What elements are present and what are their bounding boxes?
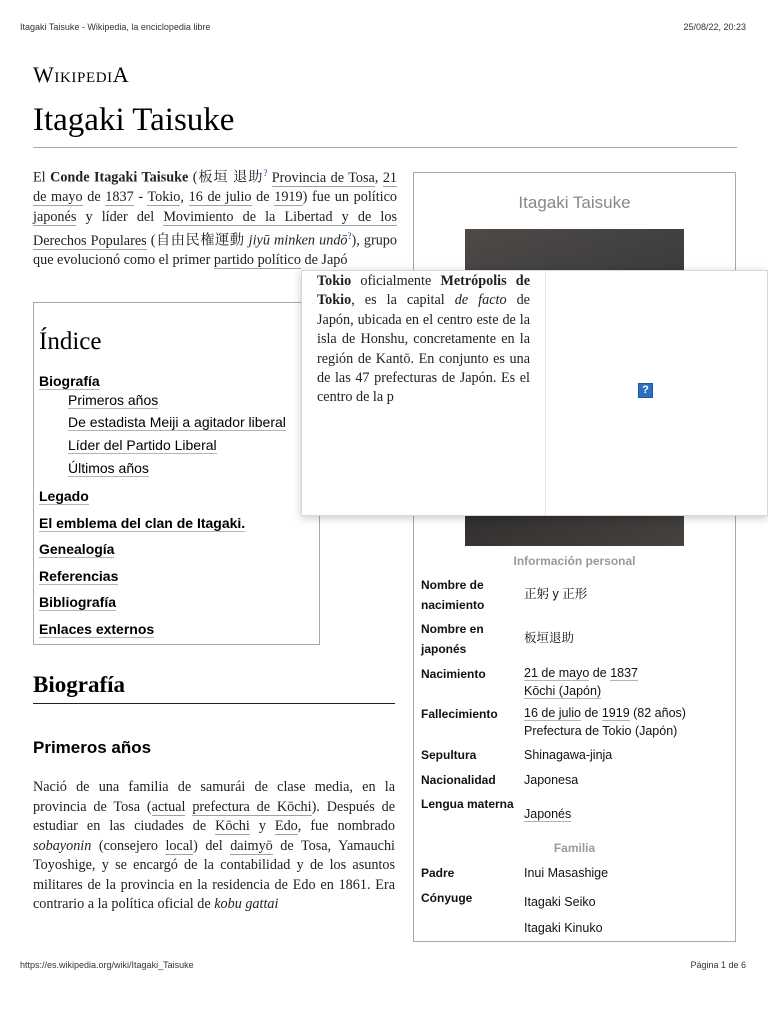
link-21-mayo-infobox[interactable]: 21 de mayo [524,666,590,680]
toc-item-legado[interactable]: Legado [39,488,89,504]
print-header [20,22,746,36]
toc-item-lider-partido[interactable]: Líder del Partido Liberal [68,437,217,453]
infobox-row-nacimiento: Nacimiento 21 de mayo de 1837 Kōchi (Japón) [421,666,638,698]
lead-paragraph: El Conde Itagaki Taisuke (板垣 退助? Provincia de Tosa, 21 de mayo de 1837 - Tokio, 16 de julio de 1919) fue un político japonés y líder del Movimiento de la Libertad y de los Derechos Populares (自由民権運動 jiyū minken undō?), grupo que evolucionó como el primer partido político de Japó [33,168,398,269]
link-16-julio[interactable]: 16 de julio [188,189,252,206]
infobox-section-personal: Información personal [513,554,636,568]
link-provincia-tosa[interactable]: Provincia de Tosa [271,169,375,186]
link-prefectura-tokio[interactable]: Prefectura de Tokio (Japón) [524,724,678,738]
popup-extract: Tokio oficialmente Metrópolis de Tokio, es la capital de facto de Japón, ubicada en el centro este de la isla de Honshu, concretamente en la región de Kantō. En conjunto es una de las 47 prefecturas de Japón. Es el centro de la p [317,273,530,406]
infobox-row-nombre-nacimiento: Nombre de nacimiento 正躬 y 正形 [421,578,588,612]
page-preview-popup[interactable] [301,270,768,516]
help-icon[interactable]: ? [263,168,268,178]
infobox-row-lengua-materna: Lengua materna Japonés [421,797,572,821]
biografia-paragraph: Nació de una familia de samurái de clase media, en la provincia de Tosa (actual prefectura de Kōchi). Después de estudiar en las ciudades de Kōchi y Edo, fue nombrado sobayonin (consejero local) del daimyō de Tosa, Yamauchi Toyoshige, y se encargó de la contabilidad y de los asuntos militares de la provincia en la residencia de Edo en 1861. Era contrario a la política oficial de kobu gattai [33,779,396,912]
table-of-contents [33,302,320,645]
infobox-section-familia: Familia [553,841,596,855]
infobox-row-sepultura: Sepultura Shinagawa-jinja [421,745,731,767]
infobox-title: Itagaki Taisuke [518,193,631,212]
toc-item-referencias[interactable]: Referencias [39,568,119,584]
link-tokio[interactable]: Tokio [147,189,181,206]
toc-item-ultimos-anos[interactable]: Últimos años [68,460,149,476]
section-heading-biografia: Biografía [33,672,125,697]
link-shinagawa-jinja[interactable]: Shinagawa-jinja [524,748,613,762]
infobox-row-fallecimiento: Fallecimiento 16 de julio de 1919 (82 años) Prefectura de Tokio (Japón) [421,706,686,738]
link-kochi-infobox[interactable]: Kōchi (Japón) [524,684,602,698]
subsection-heading-primeros-anos: Primeros años [33,738,152,757]
link-partido-politico[interactable]: partido político [213,252,301,269]
toc-title: Índice [39,328,102,355]
print-page-title: Itagaki Taisuke - Wikipedia, la enciclopedia libre [20,22,211,32]
section-divider [33,703,395,704]
toc-item-primeros-anos[interactable]: Primeros años [68,392,159,408]
print-date: 25/08/22, 20:23 [683,22,746,32]
link-1919-infobox[interactable]: 1919 [601,706,630,720]
link-1919[interactable]: 1919 [274,189,303,206]
page-title: Itagaki Taisuke [33,102,235,138]
toc-item-genealogia[interactable]: Genealogía [39,541,115,557]
link-local[interactable]: local [165,837,194,854]
print-url: https://es.wikipedia.org/wiki/Itagaki_Taisuke [20,960,194,970]
infobox-row-nacionalidad: Nacionalidad Japonesa [421,773,579,787]
print-page-number: Página 1 de 6 [690,960,746,970]
popup-fade [317,427,530,457]
missing-image-icon: ? [638,383,653,398]
lead-bold-name: Conde Itagaki Taisuke [50,169,189,186]
link-actual[interactable]: actual [151,798,186,815]
help-icon[interactable]: ? [347,230,352,241]
toc-item-emblema[interactable]: El emblema del clan de Itagaki. [39,515,246,531]
infobox-row-nombre-japones: Nombre en japonés 板垣退助 [421,622,575,656]
link-japones[interactable]: japonés [33,208,77,225]
link-1837[interactable]: 1837 [105,189,134,206]
link-kochi[interactable]: Kōchi [215,818,250,834]
infobox-row-padre: Padre Inui Masashige [421,866,609,880]
link-daimyo[interactable]: daimyō [230,837,273,854]
link-prefectura-kochi[interactable]: prefectura de Kōchi [192,798,312,815]
toc-item-biografia[interactable]: Biografía [39,373,100,389]
toc-item-bibliografia[interactable]: Bibliografía [39,594,117,610]
title-divider [33,147,737,148]
print-footer [20,960,746,974]
link-japones-infobox[interactable]: Japonés [524,807,572,821]
popup-divider [545,271,546,515]
link-21-mayo[interactable]: 21 de mayo [33,169,398,206]
wikipedia-wordmark[interactable]: WikipediA [33,62,130,87]
link-16-julio-infobox[interactable]: 16 de julio [524,706,581,720]
link-1837-infobox[interactable]: 1837 [610,666,638,680]
link-movimiento[interactable]: Movimiento de la Libertad y de los Derechos Populares [33,208,397,249]
link-edo[interactable]: Edo [274,818,298,834]
infobox-row-conyuge: Cónyuge Itagaki Seiko Itagaki Kinuko [421,891,603,935]
toc-item-enlaces-externos[interactable]: Enlaces externos [39,621,155,637]
toc-item-estadista-meiji[interactable]: De estadista Meiji a agitador liberal [68,414,286,430]
